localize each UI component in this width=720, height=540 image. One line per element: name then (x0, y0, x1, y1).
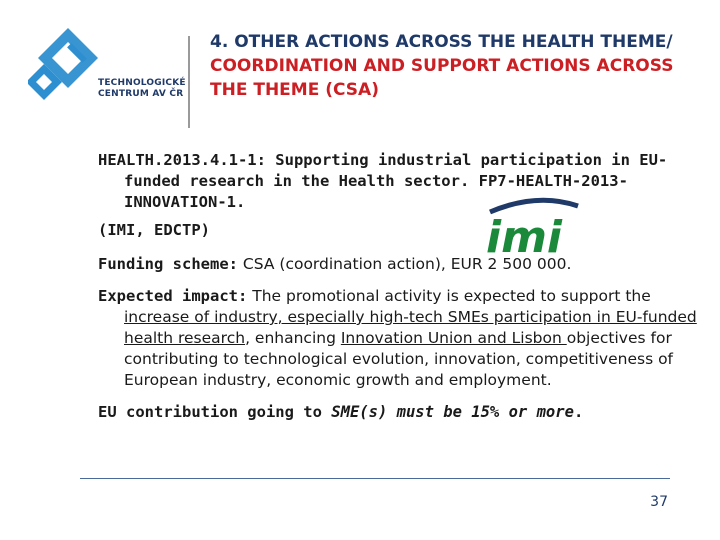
logo-mark-icon (28, 28, 178, 123)
funding-paragraph (98, 254, 698, 275)
imi-edctp-line: (IMI, EDCTP) (98, 221, 210, 239)
slide-body (98, 150, 698, 423)
page-number: 37 (650, 494, 668, 510)
impact-text-2: , enhancing (245, 329, 341, 347)
title-part-2: COORDINATION AND SUPPORT ACTIONS ACROSS THE THEME (CSA) (210, 56, 674, 100)
impact-text-1: The promotional activity is expected to support the (247, 287, 651, 305)
logo-text (98, 78, 186, 100)
impact-label: Expected impact: (98, 287, 248, 305)
impact-underline-2: Innovation Union and Lisbon (340, 329, 567, 347)
title-part-1: 4. OTHER ACTIONS ACROSS THE HEALTH THEME/ (210, 32, 673, 52)
contribution-text-2: . (573, 403, 584, 421)
imi-logo (482, 196, 582, 260)
logo-line-2: CENTRUM AV ČR (98, 89, 184, 99)
header-divider (188, 36, 190, 128)
contribution-paragraph (98, 402, 698, 423)
impact-underline-1: increase of industry, especially high-tech SMEs participation in EU-funded health research (124, 308, 697, 347)
funding-text: CSA (coordination action), EUR 2 500 000. (237, 255, 572, 273)
imi-logo-icon (482, 196, 582, 260)
impact-paragraph (98, 286, 698, 391)
impact-text-3: objectives for contributing to technological evolution, innovation, competitiveness of European industry, economic growth and employment. (124, 329, 674, 389)
logo (28, 28, 186, 123)
footer-rule (80, 478, 670, 479)
logo-line-1: TECHNOLOGICKÉ (98, 78, 186, 88)
imi-logo-text: imi (486, 212, 563, 260)
slide-title (210, 30, 690, 102)
contribution-emphasis: SME(s) must be 15% or more (331, 403, 574, 421)
contribution-text-1: EU contribution going to (98, 403, 332, 421)
topic-paragraph: HEALTH.2013.4.1-1: Supporting industrial participation in EU-funded research in the Health sector. FP7-HEALTH-2013-INNOVATION-1. (98, 151, 668, 211)
funding-label: Funding scheme: (98, 255, 238, 273)
